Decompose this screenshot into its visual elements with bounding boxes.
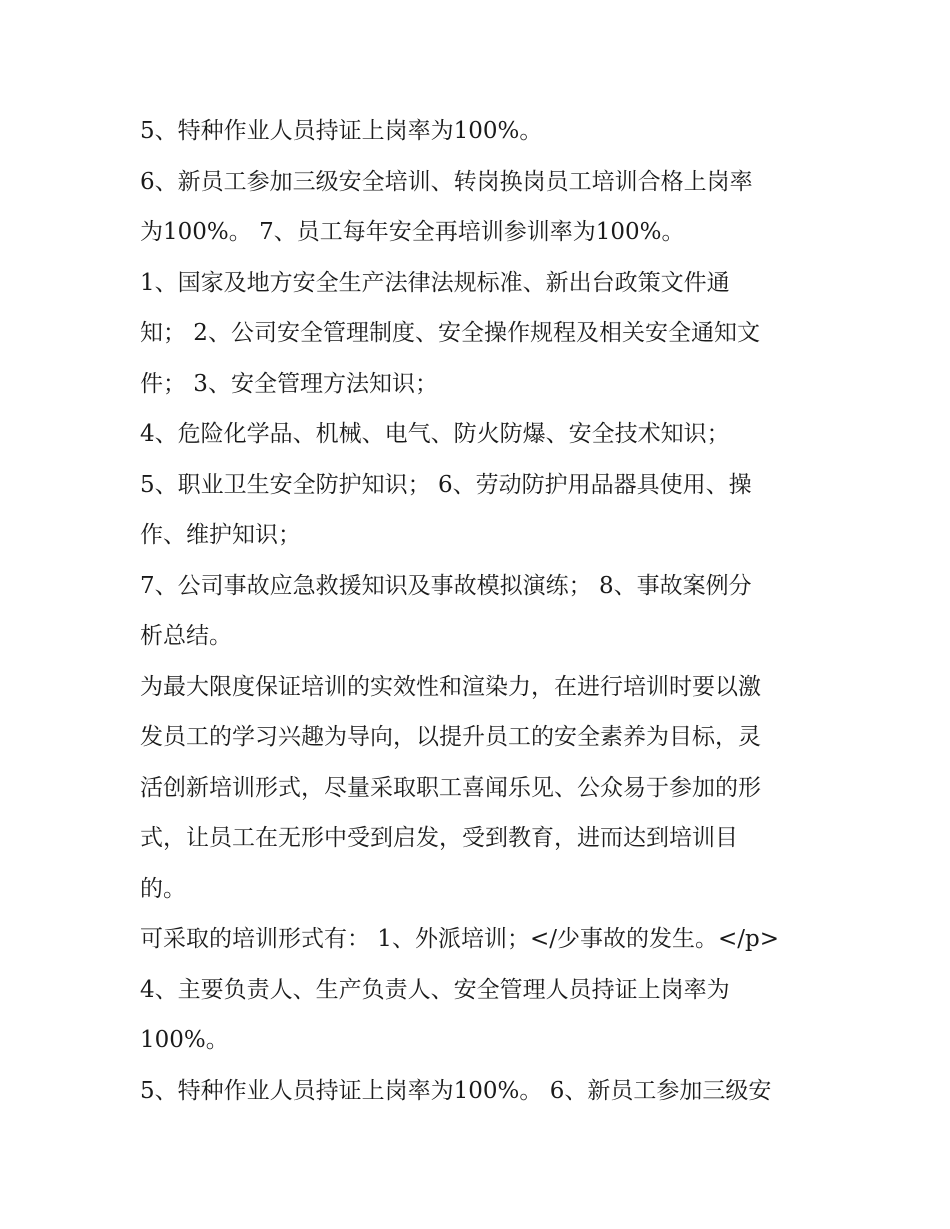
text-line: 5、职业卫生安全防护知识； 6、劳动防护用品器具使用、操 (140, 471, 752, 498)
document-body (140, 106, 820, 1116)
text-line: 4、主要负责人、生产负责人、安全管理人员持证上岗率为 (140, 976, 730, 1003)
text-line: 1、国家及地方安全生产法律法规标准、新出台政策文件通 (140, 269, 730, 296)
text-line: 5、特种作业人员持证上岗率为100%。 (140, 118, 543, 144)
text-line: 6、新员工参加三级安全培训、转岗换岗员工培训合格上岗率 (140, 168, 753, 195)
text-line: 知； 2、公司安全管理制度、安全操作规程及相关安全通知文 (140, 320, 760, 346)
text-line: 析总结。 (140, 623, 232, 649)
text-line: 4、危险化学品、机械、电气、防火防爆、安全技术知识； (140, 421, 730, 447)
text-line: 式，让员工在无形中受到启发，受到教育，进而达到培训目 (140, 825, 738, 851)
text-line: 活创新培训形式，尽量采取职工喜闻乐见、公众易于参加的形 (140, 774, 761, 801)
text-line: 5、特种作业人员持证上岗率为100%。 6、新员工参加三级安 (140, 1077, 772, 1104)
text-line: 发员工的学习兴趣为导向，以提升员工的安全素养为目标，灵 (140, 724, 761, 750)
text-line: 作、维护知识； (140, 522, 301, 548)
text-line: 100%。 (140, 1027, 229, 1053)
text-line: 为100%。 7、员工每年安全再培训参训率为100%。 (140, 219, 685, 245)
text-line: 7、公司事故应急救援知识及事故模拟演练； 8、事故案例分 (140, 572, 752, 599)
text-line: 为最大限度保证培训的实效性和渲染力，在进行培训时要以激 (140, 673, 761, 700)
text-line: 可采取的培训形式有： 1、外派培训；</少事故的发生。</p> (140, 926, 779, 952)
text-line: 件； 3、安全管理方法知识； (140, 370, 438, 397)
text-line: 的。 (140, 875, 186, 902)
